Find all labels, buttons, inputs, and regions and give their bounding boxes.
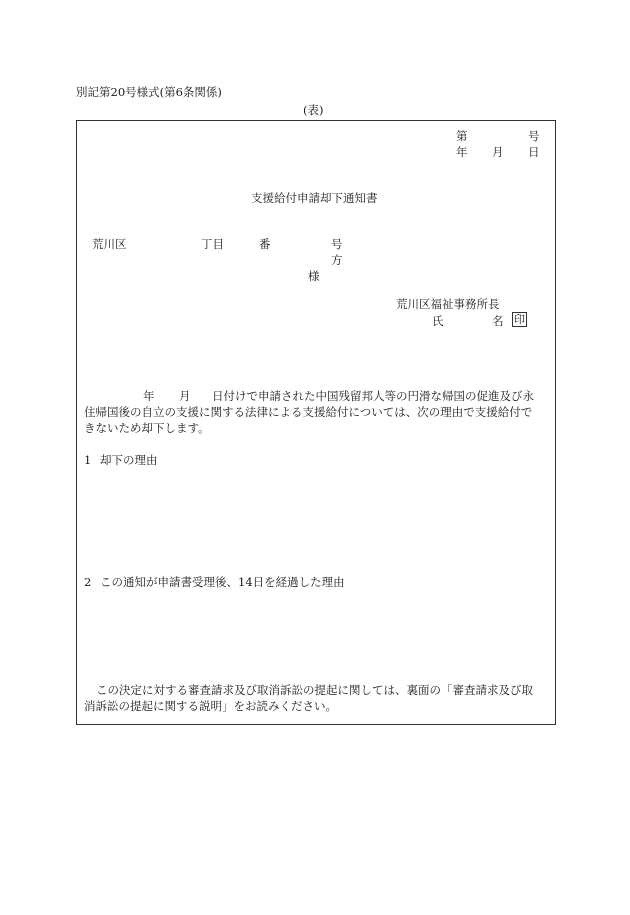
address-chome: 丁目: [201, 237, 224, 251]
section-1-number: 1: [84, 453, 92, 467]
date-day: 日: [528, 145, 540, 159]
number-suffix: 号: [528, 129, 540, 143]
seal-label: 印: [514, 313, 525, 326]
issuer-office: 荒川区福祉事務所長: [396, 297, 500, 311]
date-month: 月: [492, 145, 504, 159]
number-prefix: 第: [456, 129, 468, 143]
section-1-title: 却下の理由: [100, 453, 158, 467]
date-year: 年: [456, 145, 468, 159]
seal-mark: [510, 312, 527, 327]
body-line-2: 住帰国後の自立の支援に関する法律による支援給付については、次の理由で支援給付で: [84, 405, 533, 419]
footer-line-2: 消訴訟の提起に関する説明」をお読みください。: [84, 699, 337, 713]
address-ward: 荒川区: [92, 237, 127, 251]
issuer-mei: 名: [492, 314, 504, 328]
addressee-sama: 様: [308, 269, 320, 283]
body-line-1: 日付けで申請された中国残留邦人等の円滑な帰国の促進及び永: [212, 389, 534, 403]
section-2-number: 2: [84, 575, 92, 589]
body-date-year: 年: [143, 389, 155, 403]
address-ban: 番: [259, 237, 271, 251]
body-line-3: きないため却下します。: [84, 421, 210, 435]
front-side-label: (表): [303, 103, 324, 117]
address-kata: 方: [331, 253, 343, 267]
address-go: 号: [331, 237, 343, 251]
body-date-month: 月: [179, 389, 191, 403]
issuer-shi: 氏: [432, 314, 444, 328]
footer-line-1: この決定に対する審査請求及び取消訴訟の提起に関しては、裏面の「審査請求及び取: [96, 683, 533, 697]
document-title: 支援給付申請却下通知書: [251, 191, 378, 205]
section-2-title: この通知が申請書受理後、14日を経過した理由: [100, 575, 345, 589]
form-style-label: 別記第20号様式(第6条関係): [76, 85, 222, 99]
